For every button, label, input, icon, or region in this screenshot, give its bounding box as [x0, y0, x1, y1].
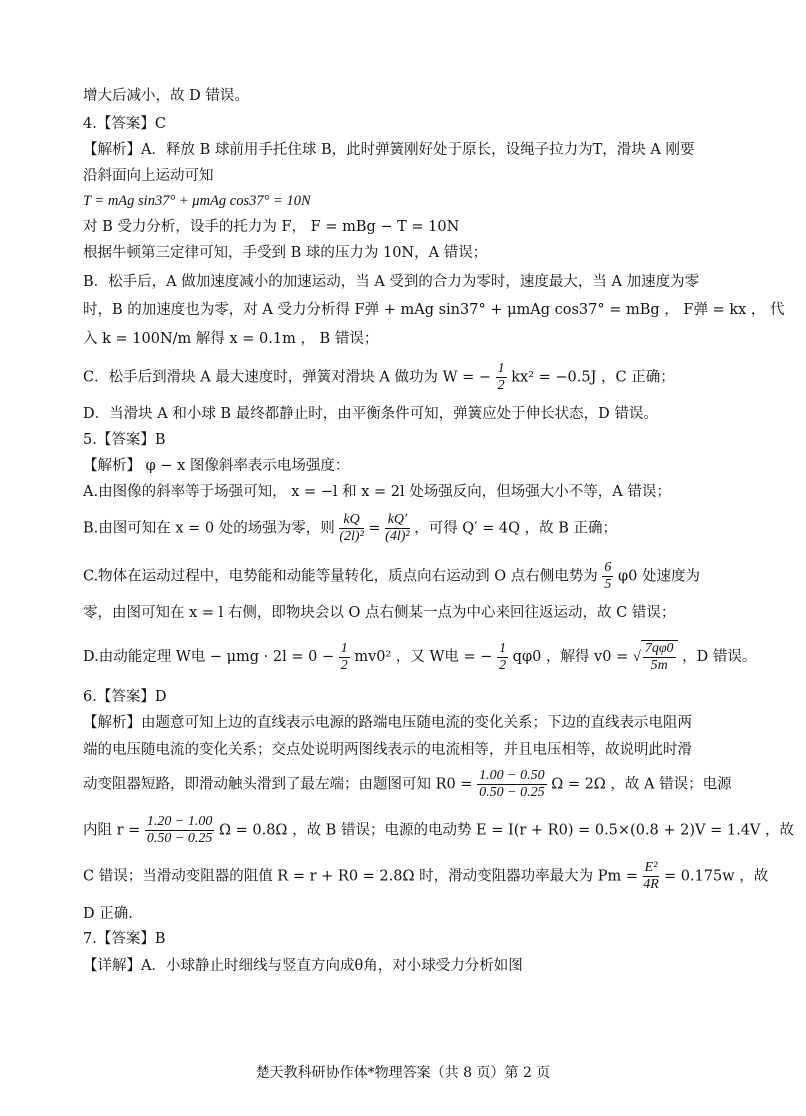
- text-line: [83, 512, 617, 545]
- equation-line: T = mAg sin37° + μmAg cos37° = 10N: [83, 193, 311, 209]
- text-line: 对 B 受力分析，设手的托力为 F， F = mBg − T = 10N: [83, 219, 460, 235]
- text-line: D．当滑块 A 和小球 B 最终都静止时，由平衡条件可知，弹簧应处于伸长状态，D 错误。: [83, 406, 658, 422]
- answer-heading-5: 5.【答案】B: [83, 432, 166, 448]
- fraction-denominator: 5: [604, 577, 612, 592]
- fraction: [339, 512, 363, 545]
- fraction-denominator: (2l)²: [339, 529, 364, 544]
- fraction: [477, 768, 546, 801]
- answer-heading-4: 4.【答案】C: [83, 116, 166, 132]
- text-segment: φ0 处速度为: [618, 568, 701, 585]
- text-segment: kx² = −0.5J ，C 正确；: [511, 369, 675, 386]
- text-segment: ，可得 Q′ = 4Q ，故 B 正确；: [414, 520, 617, 537]
- text-segment: C 错误；当滑动变阻器的阻值 R = r + R0 = 2.8Ω 时，滑动变阻器功率最大为 Pm =: [83, 868, 638, 885]
- text-segment: D.由动能定理 W电 − μmg · 2l = 0 −: [83, 649, 335, 665]
- fraction-denominator: 0.50 − 0.25: [479, 785, 545, 800]
- text-line: B．松手后，A 做加速度减小的加速运动，当 A 受到的合力为零时，速度最大，当 A 加速度为零: [83, 274, 700, 290]
- fraction-numerator: kQ: [339, 512, 363, 529]
- fraction-denominator: 0.50 − 0.25: [146, 831, 213, 846]
- fraction: [339, 641, 350, 674]
- fraction-denominator: 2: [499, 657, 507, 673]
- text-segment: C.物体在运动过程中，电势能和动能等量转化，质点向右运动到 O 点右侧电势为: [83, 568, 598, 585]
- fraction: [496, 361, 507, 394]
- text-line: [83, 361, 675, 394]
- text-line: 增大后减小，故 D 错误。: [83, 88, 249, 104]
- text-line: 端的电压随电流的变化关系；交点处说明两图线表示的电流相等，并且电压相等，故说明此时滑: [83, 742, 692, 758]
- text-line: [83, 640, 756, 674]
- text-line: 入 k = 100N/m 解得 x = 0.1m ， B 错误；: [83, 331, 379, 347]
- fraction-denominator: 5m: [650, 658, 668, 673]
- fraction-denominator: (4l)²: [385, 529, 410, 544]
- text-line: [83, 814, 794, 847]
- fraction-denominator: 2: [497, 378, 505, 393]
- text-segment: 动变阻器短路，即滑动触头滑到了最左端；由题图可知 R0 =: [83, 776, 473, 793]
- text-segment: ，D 错误。: [682, 649, 757, 665]
- fraction-denominator: 2: [340, 657, 348, 673]
- text-line: 时，B 的加速度也为零，对 A 受力分析得 F弹 + mAg sin37° + μmAg cos37° = mBg ， F弹 = kx ， 代: [83, 302, 785, 318]
- fraction-denominator: 4R: [643, 877, 659, 892]
- text-segment: 内阻 r =: [83, 822, 141, 839]
- text-line: 【解析】A．释放 B 球前用手托住球 B，此时弹簧刚好处于原长，设绳子拉力为T，滑块 A 刚要: [83, 142, 695, 158]
- square-root: √ $\frac{7q\varphi 0}{5m}$: [633, 640, 678, 674]
- fraction: [602, 560, 613, 593]
- fraction-numerator: 6: [604, 560, 612, 575]
- text-line: 零，由图可知在 x = l 右侧，即物块会以 O 点右侧某一点为中心来回往返运动，故 C 错误；: [83, 605, 676, 621]
- text-segment: mv0² ，又 W电 = −: [354, 649, 493, 665]
- fraction-numerator: 1: [497, 361, 505, 376]
- fraction-numerator: 1: [499, 640, 507, 656]
- text-line: 【详解】A．小球静止时细线与竖直方向成θ角，对小球受力分析如图: [83, 958, 523, 974]
- text-line: 根据牛顿第三定律可知，手受到 B 球的压力为 10N，A 错误；: [83, 245, 488, 261]
- text-line: 沿斜面向上运动可知: [83, 168, 214, 184]
- text-segment: qφ0 ，解得 v0 =: [512, 649, 629, 665]
- text-segment: Ω = 0.8Ω ，故 B 错误；电源的电动势 E = I(r + R0) = 0.5×(0.8 + 2)V = 1.4V ，故: [218, 822, 795, 839]
- text-line: 【解析】由题意可知上边的直线表示电源的路端电压随电流的变化关系；下边的直线表示电阻两: [83, 715, 692, 731]
- fraction: [643, 860, 660, 893]
- text-line: A.由图像的斜率等于场强可知， x = −l 和 x = 2l 处场强反向，但场强大小不等，A 错误；: [83, 484, 671, 500]
- fraction-numerator: 1.20 − 1.00: [146, 814, 213, 829]
- fraction-numerator: E²: [644, 860, 658, 875]
- answer-heading-7: 7.【答案】B: [83, 931, 166, 947]
- fraction: [385, 512, 409, 545]
- fraction: [643, 641, 676, 674]
- answer-heading-6: 6.【答案】D: [83, 689, 167, 705]
- fraction: [497, 641, 508, 674]
- fraction-numerator: 1.00 − 0.50: [479, 768, 545, 783]
- text-line: [83, 768, 732, 801]
- fraction-numerator: 1: [340, 640, 348, 656]
- fraction-numerator: 7qφ0: [644, 641, 674, 656]
- text-line: [83, 860, 768, 893]
- fraction: [145, 814, 214, 847]
- text-line: [83, 560, 700, 593]
- text-segment: C．松手后到滑块 A 最大速度时，弹簧对滑块 A 做功为 W = −: [83, 369, 492, 386]
- text-segment: = 0.175w ，故: [663, 868, 769, 885]
- text-line: D 正确.: [83, 906, 133, 922]
- equals-sign: =: [368, 520, 381, 537]
- fraction-numerator: kQ′: [385, 512, 409, 529]
- text-segment: Ω = 2Ω ，故 A 错误；电源: [551, 776, 732, 793]
- text-line: 【解析】 φ − x 图像斜率表示电场强度：: [83, 458, 350, 474]
- text-segment: B.由图可知在 x = 0 处的场强为零，则: [83, 520, 335, 537]
- page-footer: 楚天教科研协作体*物理答案（共 8 页）第 2 页: [255, 1065, 551, 1081]
